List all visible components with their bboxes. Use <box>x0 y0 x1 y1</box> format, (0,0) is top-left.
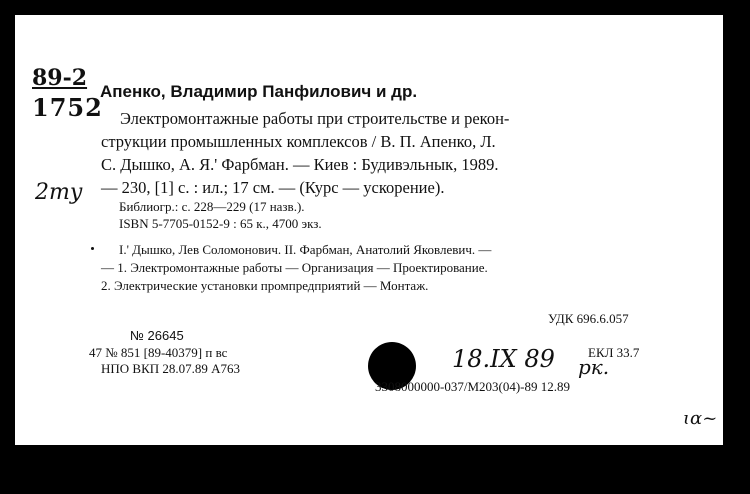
handwritten-copies: 2ту <box>35 180 83 205</box>
margin-mark: ɩα~ <box>683 408 718 429</box>
catalog-code: 3308000000-037/М203(04)-89 12.89 <box>375 379 570 394</box>
speck <box>91 247 94 250</box>
inventory-number: № 26645 <box>130 328 184 343</box>
handwritten-date: 18.IX 89 <box>452 345 555 373</box>
title-line-2: струкции промышленных комплексов / В. П. Апенко, Л. <box>101 132 496 151</box>
tracing-line-1: I.' Дышко, Лев Соломонович. II. Фарбман, Анатолий Яковлевич. — <box>119 242 492 257</box>
ekl-code: ЕКЛ 33.7 <box>588 345 640 360</box>
handwritten-initials: рк. <box>578 355 610 379</box>
call-number-top: 89-2 <box>32 65 88 91</box>
catalog-card <box>15 15 723 445</box>
title-line-1: Электромонтажные работы при строительстве и рекон- <box>120 109 510 128</box>
title-line-4: — 230, [1] с. : ил.; 17 см. — (Курс — ускорение). <box>101 178 445 197</box>
author-heading: Апенко, Владимир Панфилович и др. <box>100 82 418 101</box>
udc-code: УДК 696.6.057 <box>548 311 629 326</box>
call-number-bottom: 1752 <box>32 93 103 122</box>
tracing-line-2: — 1. Электромонтажные работы — Организация — Проектирование. <box>101 260 488 275</box>
tracing-line-3: 2. Электрические установки промпредприятий — Монтаж. <box>101 278 429 293</box>
order-line: 47 № 851 [89-40379] п вс <box>89 345 228 360</box>
bibliography-note: Библиогр.: с. 228—229 (17 назв.). <box>119 199 305 214</box>
isbn-note: ISBN 5-7705-0152-9 : 65 к., 4700 экз. <box>119 216 322 231</box>
publisher-line: НПО ВКП 28.07.89 А763 <box>101 361 241 376</box>
title-line-3: С. Дышко, А. Я.' Фарбман. — Киев : Будивэльнык, 1989. <box>101 155 499 174</box>
